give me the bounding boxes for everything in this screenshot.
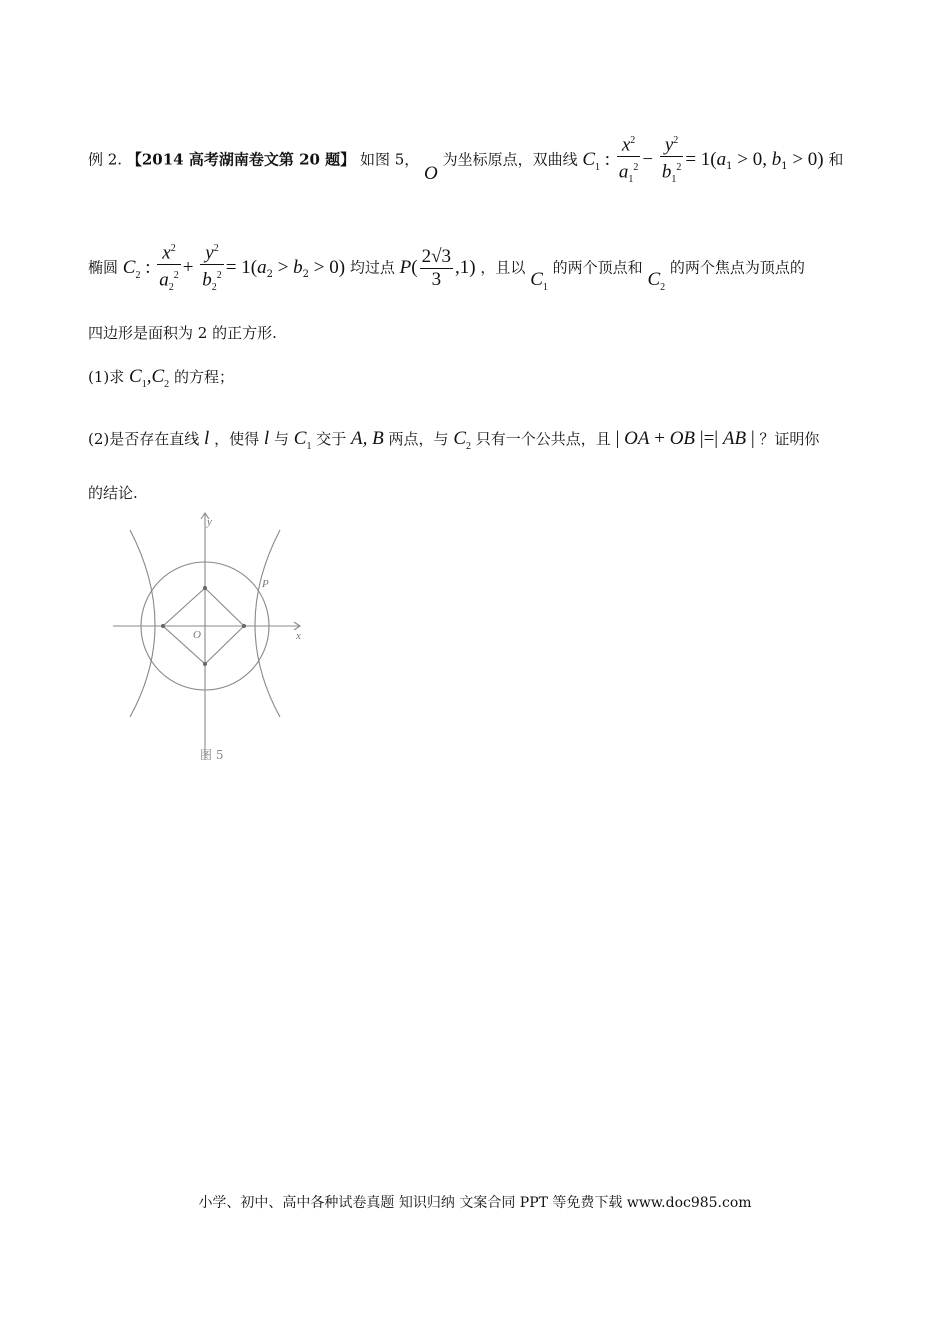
- q2-b: ，使得: [214, 430, 260, 448]
- vertex-right-dot: [242, 624, 246, 628]
- problem-label: 例 2.: [88, 150, 123, 169]
- ellipse-word: 椭圆: [88, 258, 119, 277]
- vertex-left-dot: [161, 624, 165, 628]
- q2-f: 只有一个公共点，且: [475, 430, 611, 448]
- hyperbola-left-branch: [130, 530, 155, 717]
- question-2: [88, 428, 819, 452]
- point-p-label: P: [262, 578, 269, 590]
- and-text: 和: [828, 150, 844, 169]
- hyperbola-right-branch: [255, 530, 280, 717]
- c2-symbol: $C_2$: [647, 268, 666, 293]
- page-footer: 小学、初中、高中各种试卷真题 知识归纳 文案合同 PPT 等免费下载 www.doc985.com: [198, 1195, 752, 1211]
- q2-e: 两点，与: [388, 430, 449, 448]
- two-foci-text: 的两个焦点为顶点的: [669, 258, 805, 277]
- origin-text: 为坐标原点，双曲线: [442, 150, 578, 169]
- focus-top-dot: [203, 586, 207, 590]
- figure-5-diagram: [108, 505, 308, 770]
- points-ab: A, B: [351, 428, 384, 449]
- q1-suffix: 的方程；: [173, 368, 234, 386]
- q1-curves: $C_1,C_2$: [129, 366, 170, 390]
- focus-bottom-dot: [203, 662, 207, 666]
- origin-symbol: O: [424, 162, 438, 184]
- point-p: P( $\frac{2√3}{3}$ ,1): [399, 246, 476, 291]
- two-vertices-text: 的两个顶点和: [552, 258, 643, 277]
- q2-d: 交于: [316, 430, 347, 448]
- hyperbola-equation: $C_1$ : $\frac{x^2}{a_1^2}$ − $\frac{y^2}{b_1^2}$ = $1(a_1 > 0$, $b_1 > 0$): [582, 151, 828, 169]
- c2-symbol-2: $C_2$: [453, 428, 471, 452]
- c1-symbol: $C_1$: [530, 268, 548, 293]
- problem-intro: 如图 5，: [359, 150, 420, 169]
- figure-5: [108, 505, 308, 770]
- question-2-end: 的结论.: [88, 484, 138, 502]
- ellipse-equation: $C_2$ : $\frac{x^2}{a_2^2}$ + $\frac{y^2}{b_2^2}$ = $1(a_2 > b_2 > 0)$: [123, 259, 350, 277]
- q2-a: (2)是否存在直线: [88, 430, 200, 448]
- q2-g: ？证明你: [759, 430, 820, 448]
- x-axis-label: x: [296, 630, 301, 642]
- line-l-symbol-2: l: [263, 428, 270, 449]
- line-l-symbol: l: [204, 428, 210, 449]
- problem-line-1: [88, 130, 843, 191]
- pass-text: 均过点: [349, 258, 395, 277]
- origin-label: O: [193, 629, 201, 641]
- question-1: [88, 366, 234, 390]
- c1-symbol-2: $C_1$: [293, 428, 312, 452]
- q2-c: 与: [273, 430, 289, 448]
- and-with-text: ，且以: [480, 258, 526, 277]
- figure-caption: 图 5: [200, 748, 224, 762]
- q1-prefix: (1)求: [88, 368, 125, 386]
- vector-condition: | OA + OB |=| AB |: [615, 428, 755, 449]
- problem-source: 【2014 高考湖南卷文第 20 题】: [126, 150, 356, 169]
- y-axis-label: y: [207, 516, 212, 528]
- problem-line-3: 四边形是面积为 2 的正方形.: [88, 324, 277, 342]
- problem-line-2: [88, 238, 805, 299]
